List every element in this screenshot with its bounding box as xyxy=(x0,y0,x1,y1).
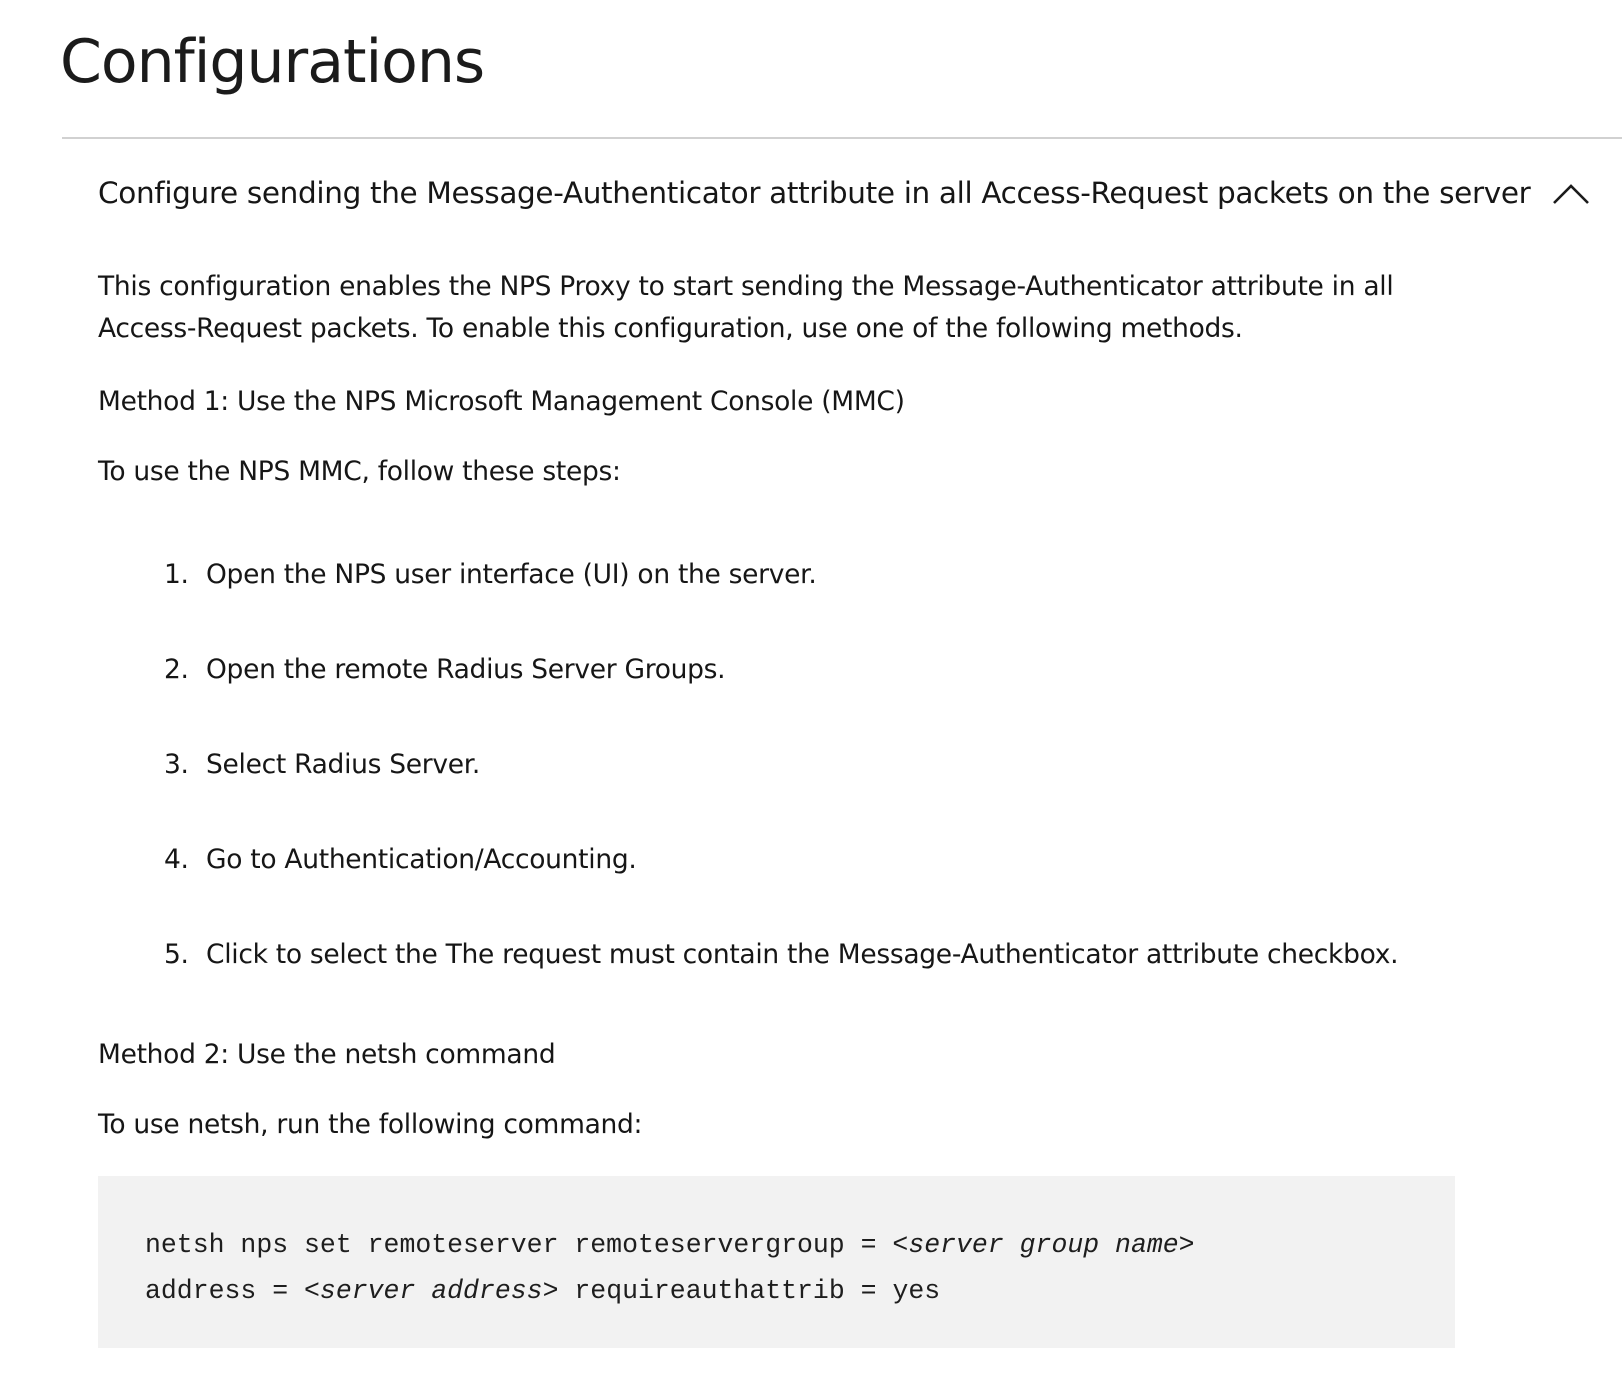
step-text: Open the remote Radius Server Groups. xyxy=(206,654,726,685)
chevron-up-icon[interactable] xyxy=(1552,183,1590,205)
method1-instruction: To use the NPS MMC, follow these steps: xyxy=(98,456,621,487)
step-text: Select Radius Server. xyxy=(206,749,481,780)
page-title: Configurations xyxy=(60,27,485,97)
intro-paragraph: This configuration enables the NPS Proxy to start sending the Message-Authenticator attribute in all Access-Request packets. To enable this configuration, use one of the following methods. xyxy=(98,271,1394,344)
accordion-section xyxy=(98,170,1578,1306)
code-text: netsh nps set remoteserver remoteservergroup = xyxy=(145,1230,893,1260)
step-number: 3. xyxy=(164,749,189,780)
accordion-header[interactable] xyxy=(98,170,1578,216)
code-placeholder: <server address> xyxy=(304,1276,559,1306)
accordion-title: Configure sending the Message-Authenticator attribute in all Access-Request packets on the server xyxy=(98,176,1531,210)
method2-heading: Method 2: Use the netsh command xyxy=(98,1039,556,1070)
step-number: 4. xyxy=(164,844,189,875)
code-block[interactable] xyxy=(98,1176,1455,1348)
step-text: Click to select the The request must contain the Message-Authenticator attribute checkbox. xyxy=(206,939,1399,970)
code-placeholder: <server group name> xyxy=(892,1230,1195,1260)
step-text: Go to Authentication/Accounting. xyxy=(206,844,637,875)
code-text: address = xyxy=(145,1276,305,1306)
title-divider xyxy=(62,137,1622,139)
code-text: requireauthattrib = yes xyxy=(558,1276,941,1306)
step-number: 1. xyxy=(164,559,189,590)
method2-instruction: To use netsh, run the following command: xyxy=(98,1109,643,1140)
step-number: 5. xyxy=(164,939,189,970)
step-number: 2. xyxy=(164,654,189,685)
step-text: Open the NPS user interface (UI) on the server. xyxy=(206,559,817,590)
method1-heading: Method 1: Use the NPS Microsoft Management Console (MMC) xyxy=(98,386,905,417)
